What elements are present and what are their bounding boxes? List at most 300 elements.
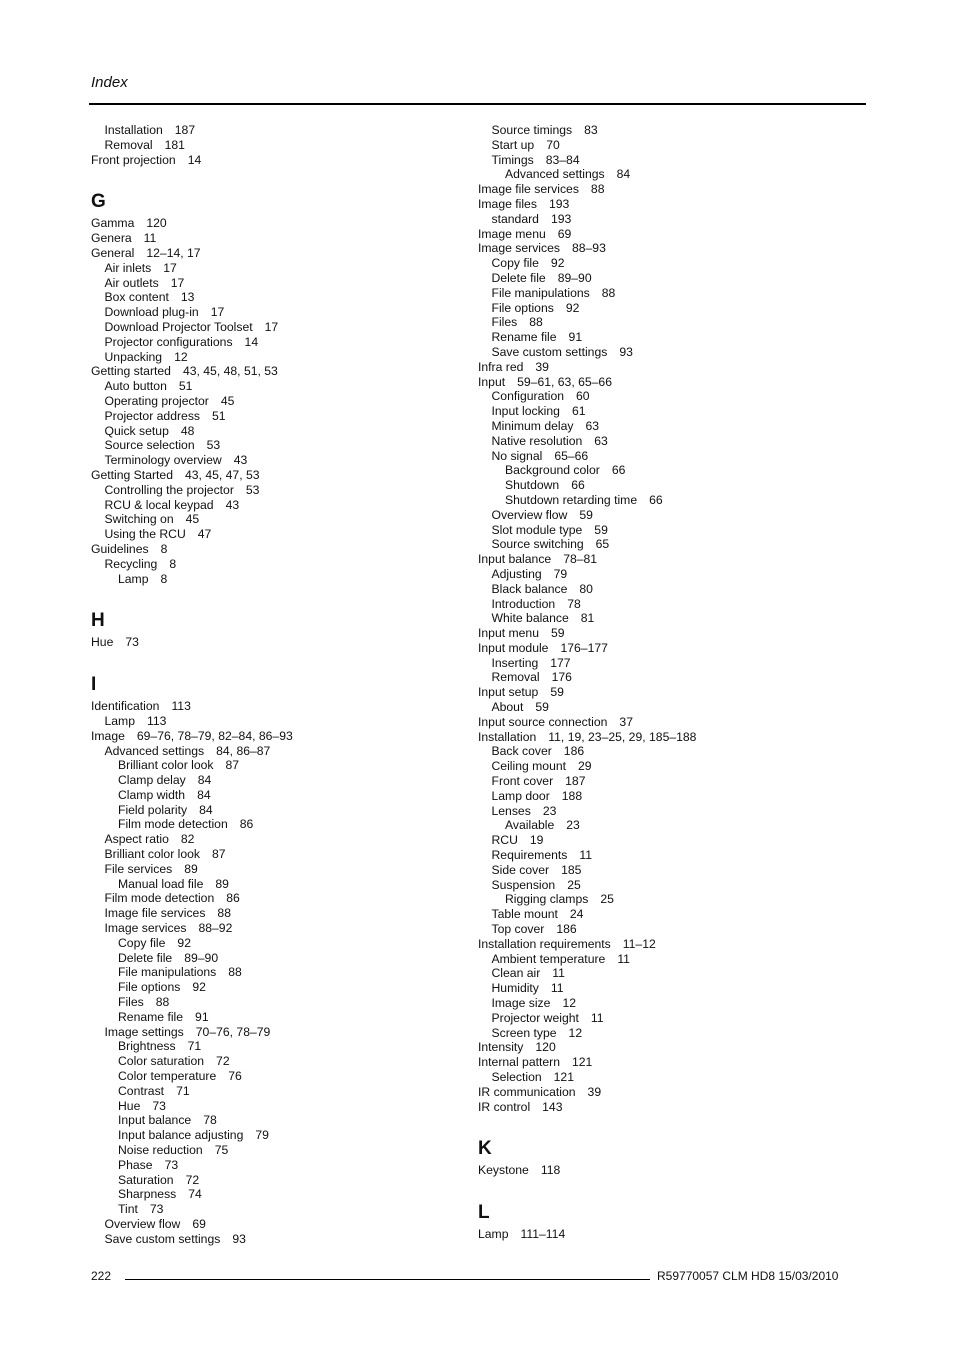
entry-pages: 29 — [578, 759, 592, 774]
entry-term: Minimum delay — [491, 418, 574, 433]
index-entry — [478, 508, 868, 523]
index-entry — [91, 951, 471, 966]
index-entry — [478, 789, 868, 804]
index-entry — [478, 493, 868, 508]
index-entry — [91, 1054, 471, 1069]
entry-term: Box content — [104, 290, 169, 305]
entry-pages: 84, 86–87 — [216, 743, 271, 758]
entry-pages: 88 — [529, 315, 543, 330]
entry-term: Suspension — [491, 877, 556, 892]
entry-term: IR communication — [478, 1084, 576, 1099]
entry-pages: 59 — [550, 626, 565, 641]
index-entry — [91, 965, 471, 980]
entry-pages: 89 — [215, 876, 229, 891]
entry-term: Projector address — [104, 408, 201, 423]
entry-term: Operating projector — [104, 393, 209, 408]
entry-pages: 91 — [195, 1009, 209, 1024]
entry-pages: 88 — [217, 906, 231, 921]
entry-term: Brilliant color look — [104, 847, 201, 862]
entry-pages: 11 — [552, 966, 565, 981]
entry-pages: 193 — [548, 196, 570, 211]
entry-term: Unpacking — [104, 349, 163, 364]
entry-term: Brilliant color look — [118, 758, 214, 773]
index-entry — [478, 597, 868, 612]
section-letter: L — [478, 1202, 490, 1224]
entry-term: General — [91, 245, 135, 260]
entry-pages: 113 — [171, 699, 191, 714]
entry-term: Image file services — [104, 906, 206, 921]
entry-term: Copy file — [491, 256, 539, 271]
index-entry — [478, 138, 868, 153]
entry-term: Input source connection — [478, 714, 608, 729]
entry-pages: 83–84 — [545, 152, 580, 167]
section-letter: K — [478, 1138, 492, 1160]
entry-term: Delete file — [118, 950, 173, 965]
index-entry — [478, 1163, 868, 1178]
index-entry — [478, 641, 868, 656]
entry-pages: 84 — [199, 802, 213, 817]
entry-term: Background color — [505, 463, 600, 478]
index-entry — [478, 804, 868, 819]
entry-pages: 59 — [550, 685, 564, 700]
index-entry — [478, 330, 868, 345]
entry-pages: 8 — [160, 571, 168, 586]
index-entry — [478, 523, 868, 538]
index-entry — [91, 557, 471, 572]
entry-term: Advanced settings — [104, 743, 205, 758]
entry-pages: 79 — [553, 566, 568, 581]
entry-pages: 23 — [566, 818, 580, 833]
entry-pages: 73 — [152, 1098, 166, 1113]
index-entry — [91, 1158, 471, 1173]
entry-term: Tint — [118, 1202, 138, 1217]
entry-pages: 74 — [188, 1187, 202, 1202]
entry-term: Image services — [104, 921, 187, 936]
entry-pages: 69–76, 78–79, 82–84, 86–93 — [136, 728, 293, 743]
entry-term: Switching on — [104, 512, 174, 527]
entry-pages: 73 — [149, 1202, 164, 1217]
entry-pages: 88–92 — [198, 921, 233, 936]
index-entry — [91, 980, 471, 995]
entry-term: Screen type — [491, 1025, 557, 1040]
entry-term: File options — [491, 300, 554, 315]
entry-term: Selection — [491, 1070, 542, 1084]
index-column-right — [478, 123, 868, 1242]
entry-pages: 48 — [180, 423, 195, 438]
entry-pages: 111–114 — [520, 1227, 566, 1242]
entry-term: Phase — [118, 1157, 153, 1172]
entry-term: Advanced settings — [505, 167, 605, 182]
index-entry — [478, 907, 868, 922]
entry-term: Field polarity — [118, 802, 188, 817]
entry-term: Installation — [104, 123, 163, 137]
index-entry — [91, 1173, 471, 1188]
index-entry — [478, 404, 868, 419]
entry-pages: 63 — [594, 433, 608, 448]
entry-pages: 177 — [550, 655, 571, 670]
index-entry — [91, 699, 471, 714]
entry-pages: 93 — [619, 344, 633, 359]
index-entry — [478, 167, 868, 182]
index-entry — [478, 123, 868, 138]
index-entry — [91, 906, 471, 921]
index-entry — [478, 449, 868, 464]
entry-term: Start up — [491, 137, 535, 152]
index-entry — [478, 345, 868, 360]
index-entry — [91, 231, 471, 246]
page-number: 222 — [91, 1269, 112, 1283]
index-entry — [91, 758, 471, 773]
index-entry — [478, 212, 868, 227]
index-entry — [91, 1113, 471, 1128]
entry-pages: 14 — [187, 152, 202, 167]
entry-term: Source timings — [491, 123, 573, 137]
entry-pages: 92 — [192, 980, 206, 995]
entry-pages: 91 — [568, 330, 583, 345]
entry-term: Quick setup — [104, 423, 169, 438]
entry-term: Image — [91, 728, 125, 743]
entry-pages: 92 — [565, 300, 580, 315]
entry-term: Humidity — [491, 981, 539, 996]
entry-pages: 75 — [214, 1143, 229, 1158]
entry-term: standard — [491, 211, 539, 226]
entry-pages: 188 — [561, 788, 583, 803]
index-entry — [478, 286, 868, 301]
index-entry — [91, 1039, 471, 1054]
entry-term: No signal — [491, 448, 543, 463]
entry-pages: 51 — [212, 408, 226, 423]
entry-pages: 45 — [220, 393, 235, 408]
index-entry — [91, 453, 471, 468]
index-entry — [91, 921, 471, 936]
entry-term: Saturation — [118, 1172, 174, 1187]
entry-term: About — [491, 700, 524, 715]
entry-term: Projector configurations — [104, 334, 233, 349]
entry-term: Hue — [91, 635, 114, 650]
index-entry — [478, 1040, 868, 1055]
entry-pages: 8 — [160, 541, 168, 556]
entry-pages: 82 — [180, 832, 195, 847]
entry-term: File options — [118, 980, 181, 995]
entry-term: Infra red — [478, 359, 524, 374]
entry-pages: 186 — [563, 744, 585, 759]
index-entry — [91, 424, 471, 439]
entry-term: Removal — [491, 670, 540, 685]
entry-pages: 69 — [192, 1217, 206, 1231]
index-entry — [478, 937, 868, 952]
entry-pages: 84 — [197, 787, 211, 802]
index-entry — [478, 315, 868, 330]
index-entry — [91, 803, 471, 818]
index-entry — [91, 832, 471, 847]
index-entry — [91, 862, 471, 877]
index-entry — [478, 611, 868, 626]
page-header-title: Index — [91, 74, 128, 91]
entry-pages: 17 — [170, 275, 185, 290]
index-entry — [91, 305, 471, 320]
entry-pages: 47 — [197, 527, 212, 542]
entry-term: File services — [104, 861, 173, 876]
entry-term: Side cover — [491, 862, 550, 877]
entry-pages: 14 — [244, 334, 259, 349]
entry-pages: 120 — [535, 1040, 556, 1055]
index-entry — [91, 1143, 471, 1158]
entry-pages: 92 — [550, 256, 565, 271]
index-entry — [91, 1069, 471, 1084]
entry-pages: 11–12 — [622, 936, 656, 951]
index-entry — [478, 1100, 868, 1115]
entry-pages: 73 — [125, 635, 139, 650]
entry-pages: 181 — [164, 137, 185, 152]
entry-pages: 79 — [255, 1128, 269, 1143]
entry-pages: 176 — [551, 670, 572, 685]
entry-pages: 66 — [571, 478, 585, 493]
entry-term: Getting started — [91, 364, 171, 379]
entry-term: Clean air — [491, 966, 541, 981]
entry-term: Source selection — [104, 438, 195, 453]
index-entry — [91, 1010, 471, 1025]
entry-pages: 187 — [174, 123, 196, 137]
index-entry — [91, 744, 471, 759]
index-entry — [91, 350, 471, 365]
entry-pages: 66 — [649, 492, 663, 507]
index-entry — [478, 1026, 868, 1041]
entry-term: Contrast — [118, 1083, 165, 1098]
index-entry — [478, 981, 868, 996]
entry-pages: 89–90 — [557, 270, 592, 285]
entry-term: Using the RCU — [104, 527, 186, 542]
entry-pages: 143 — [542, 1099, 563, 1114]
index-entry — [478, 818, 868, 833]
index-entry — [91, 394, 471, 409]
index-entry — [478, 552, 868, 567]
entry-pages: 78 — [203, 1113, 217, 1128]
entry-pages: 43 — [225, 497, 240, 512]
entry-term: Download plug-in — [104, 305, 199, 320]
entry-pages: 12 — [174, 349, 188, 364]
entry-term: Timings — [491, 152, 534, 167]
index-entry — [91, 320, 471, 335]
entry-pages: 88 — [228, 965, 242, 980]
entry-term: Image file services — [478, 182, 579, 197]
index-entry — [91, 1217, 471, 1232]
index-entry — [478, 389, 868, 404]
entry-pages: 11, 19, 23–25, 29, 185–188 — [548, 729, 697, 744]
index-entry — [478, 537, 868, 552]
index-entry — [91, 290, 471, 305]
index-entry — [478, 1011, 868, 1026]
entry-pages: 53 — [245, 482, 260, 497]
index-entry — [91, 364, 471, 379]
index-entry — [478, 1227, 868, 1242]
entry-pages: 84 — [197, 773, 212, 788]
index-entry — [478, 922, 868, 937]
entry-pages: 43 — [233, 453, 248, 468]
index-entry — [478, 966, 868, 981]
index-entry — [478, 419, 868, 434]
entry-pages: 87 — [225, 758, 240, 773]
entry-term: Overview flow — [104, 1217, 181, 1231]
entry-pages: 121 — [553, 1070, 574, 1084]
index-entry — [91, 817, 471, 832]
index-entry — [478, 197, 868, 212]
entry-term: Installation requirements — [478, 936, 611, 951]
document-reference: R59770057 CLM HD8 15/03/2010 — [657, 1269, 839, 1283]
entry-term: Configuration — [491, 389, 564, 404]
index-entry — [478, 241, 868, 256]
entry-term: Lamp door — [491, 788, 550, 803]
index-entry — [91, 512, 471, 527]
index-entry — [478, 878, 868, 893]
entry-term: Front projection — [91, 152, 176, 167]
entry-term: Guidelines — [91, 541, 149, 556]
entry-term: Native resolution — [491, 433, 583, 448]
index-entry — [478, 1085, 868, 1100]
entry-term: Removal — [104, 137, 153, 152]
entry-term: Sharpness — [118, 1187, 177, 1202]
index-entry — [478, 892, 868, 907]
entry-pages: 8 — [169, 556, 177, 571]
entry-term: Intensity — [478, 1040, 524, 1055]
entry-term: Top cover — [491, 922, 545, 937]
entry-term: RCU & local keypad — [104, 497, 214, 512]
entry-term: Installation — [478, 729, 537, 744]
entry-term: Shutdown — [505, 478, 560, 493]
index-entry — [91, 635, 471, 650]
entry-term: Input locking — [491, 404, 560, 419]
index-entry — [91, 936, 471, 951]
entry-term: Table mount — [491, 907, 558, 922]
entry-term: Image files — [478, 196, 537, 211]
entry-term: IR control — [478, 1099, 531, 1114]
entry-term: Brightness — [118, 1039, 176, 1054]
entry-term: File manipulations — [491, 285, 590, 300]
entry-pages: 88 — [601, 285, 616, 300]
entry-term: Shutdown retarding time — [505, 492, 638, 507]
entry-pages: 11 — [579, 848, 593, 863]
entry-pages: 65–66 — [554, 448, 589, 463]
entry-pages: 59 — [594, 522, 608, 537]
entry-pages: 86 — [239, 817, 254, 832]
index-entry — [91, 138, 471, 153]
index-entry — [478, 833, 868, 848]
index-entry — [91, 1099, 471, 1114]
entry-pages: 65 — [595, 537, 610, 552]
entry-pages: 88 — [590, 182, 605, 197]
entry-pages: 89–90 — [184, 950, 219, 965]
entry-term: Terminology overview — [104, 453, 222, 468]
entry-term: Front cover — [491, 774, 554, 789]
entry-pages: 76 — [228, 1069, 242, 1084]
index-entry — [478, 730, 868, 745]
entry-pages: 70 — [546, 137, 560, 152]
entry-term: Clamp width — [118, 787, 186, 802]
entry-pages: 73 — [164, 1157, 179, 1172]
entry-term: Overview flow — [491, 507, 568, 522]
index-entry — [91, 216, 471, 231]
entry-term: Clamp delay — [118, 773, 186, 788]
entry-pages: 84 — [616, 167, 631, 182]
entry-term: RCU — [491, 833, 518, 848]
entry-pages: 51 — [178, 379, 193, 394]
entry-term: Gamma — [91, 216, 135, 231]
entry-pages: 19 — [529, 833, 544, 848]
entry-pages: 12 — [562, 996, 576, 1011]
entry-term: Save custom settings — [104, 1231, 221, 1246]
entry-pages: 13 — [180, 290, 195, 305]
entry-term: Lamp — [478, 1227, 509, 1242]
entry-pages: 186 — [556, 922, 577, 937]
entry-pages: 120 — [146, 216, 167, 231]
entry-term: Black balance — [491, 581, 568, 596]
entry-pages: 11 — [590, 1010, 604, 1025]
entry-pages: 71 — [176, 1083, 190, 1098]
index-entry — [91, 468, 471, 483]
index-entry — [478, 301, 868, 316]
index-entry — [478, 182, 868, 197]
index-entry — [91, 1084, 471, 1099]
entry-pages: 45 — [185, 512, 200, 527]
entry-term: Files — [491, 315, 518, 330]
index-entry — [478, 996, 868, 1011]
index-entry — [91, 1128, 471, 1143]
entry-term: Image size — [491, 996, 551, 1011]
entry-term: File manipulations — [118, 965, 217, 980]
entry-pages: 72 — [216, 1054, 230, 1069]
entry-pages: 113 — [147, 713, 167, 728]
footer-rule — [125, 1279, 650, 1280]
entry-term: Input balance adjusting — [118, 1128, 244, 1143]
index-entry — [478, 434, 868, 449]
entry-pages: 81 — [580, 611, 595, 626]
index-entry — [91, 729, 471, 744]
index-entry — [478, 375, 868, 390]
entry-term: Air outlets — [104, 275, 159, 290]
entry-pages: 193 — [550, 211, 572, 226]
index-entry — [478, 670, 868, 685]
entry-term: Film mode detection — [104, 891, 215, 906]
index-entry — [91, 483, 471, 498]
entry-term: Adjusting — [491, 566, 542, 581]
entry-pages: 86 — [226, 891, 240, 906]
index-entry — [478, 463, 868, 478]
index-entry — [478, 256, 868, 271]
entry-pages: 39 — [535, 359, 549, 374]
index-entry — [478, 952, 868, 967]
section-letter: G — [91, 191, 106, 213]
entry-pages: 88–93 — [571, 241, 606, 256]
index-entry — [91, 261, 471, 276]
index-entry — [91, 246, 471, 261]
index-entry — [91, 891, 471, 906]
entry-pages: 23 — [542, 803, 557, 818]
index-entry — [91, 123, 471, 138]
index-entry — [91, 1025, 471, 1040]
entry-term: Genera — [91, 231, 132, 246]
entry-pages: 59 — [535, 700, 549, 715]
entry-term: Available — [505, 818, 555, 833]
index-entry — [478, 582, 868, 597]
index-entry — [91, 542, 471, 557]
entry-pages: 24 — [569, 907, 584, 922]
entry-pages: 70–76, 78–79 — [195, 1024, 271, 1039]
entry-term: Copy file — [118, 935, 166, 950]
index-entry — [91, 409, 471, 424]
index-entry — [91, 379, 471, 394]
entry-pages: 43, 45, 48, 51, 53 — [182, 364, 278, 379]
entry-term: White balance — [491, 611, 569, 626]
entry-term: Air inlets — [104, 260, 152, 275]
